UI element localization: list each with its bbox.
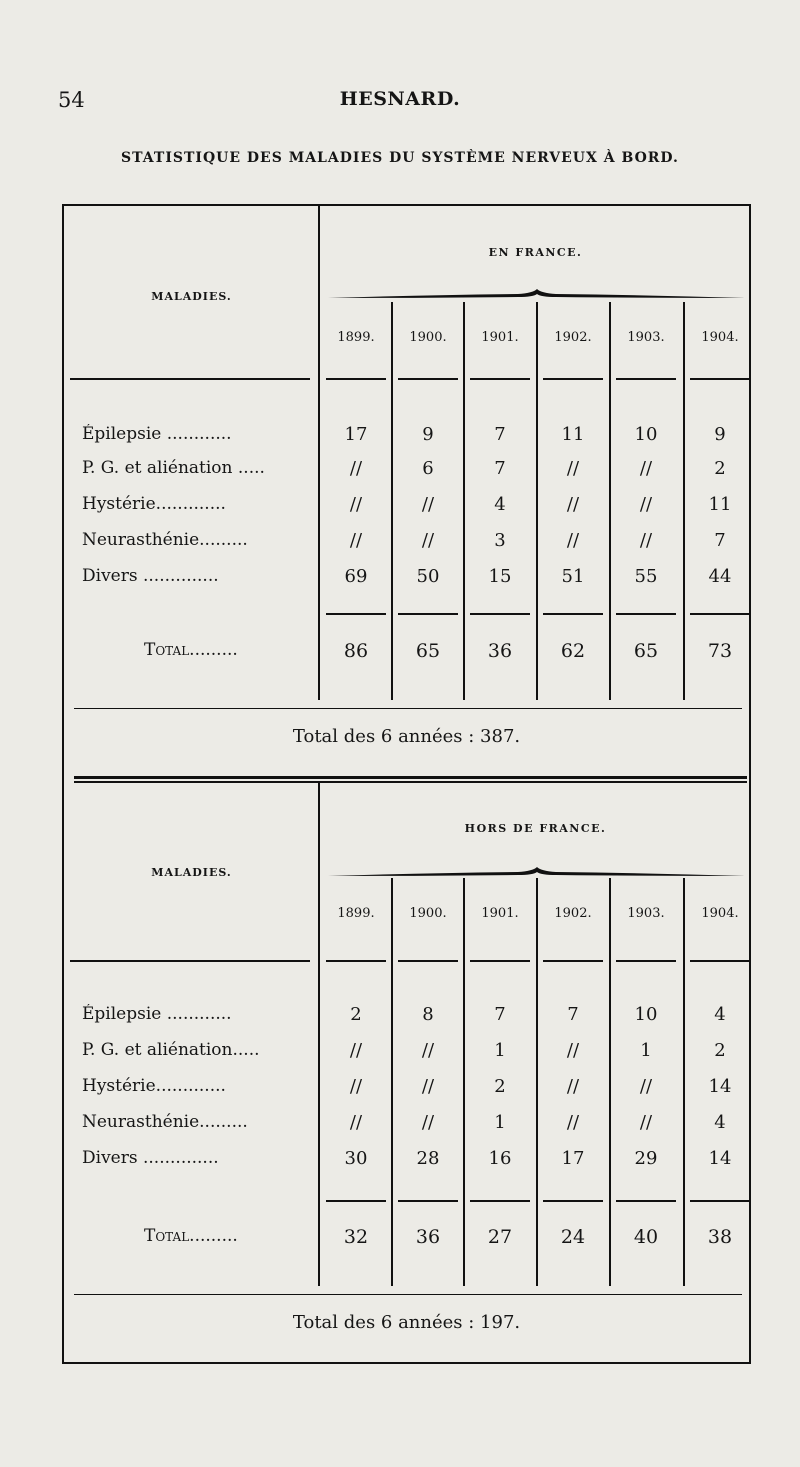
sum-rule bbox=[690, 613, 750, 615]
table-cell: 17 bbox=[561, 1148, 585, 1169]
sum-rule bbox=[543, 613, 603, 615]
total-cell: 65 bbox=[415, 640, 441, 662]
header-rule bbox=[398, 378, 458, 380]
sum-rule bbox=[616, 1200, 676, 1202]
table-cell: 69 bbox=[344, 566, 368, 587]
table-cell: // bbox=[566, 1112, 580, 1133]
row-label: Épilepsie ............ bbox=[82, 424, 232, 444]
header-rule bbox=[326, 378, 386, 380]
sum-rule bbox=[398, 613, 458, 615]
total-cell: 65 bbox=[633, 640, 659, 662]
table-cell: 9 bbox=[422, 424, 434, 445]
column-divider bbox=[318, 782, 320, 1286]
table-cell: // bbox=[566, 494, 580, 515]
header-rule bbox=[470, 378, 530, 380]
table-cell: // bbox=[421, 494, 435, 515]
total-cell: 40 bbox=[633, 1226, 659, 1248]
table-cell: 29 bbox=[634, 1148, 658, 1169]
sum-rule bbox=[470, 613, 530, 615]
table-cell: 14 bbox=[708, 1148, 732, 1169]
table-cell: 7 bbox=[567, 1004, 579, 1025]
table-cell: 10 bbox=[634, 424, 658, 445]
total-cell: 86 bbox=[343, 640, 369, 662]
table-cell: // bbox=[639, 458, 653, 479]
table-cell: 4 bbox=[494, 494, 506, 515]
header-rule bbox=[398, 960, 458, 962]
sum-rule bbox=[326, 613, 386, 615]
row-label: P. G. et aliénation..... bbox=[82, 1040, 260, 1060]
total-label: Total......... bbox=[144, 1226, 238, 1246]
page-title: STATISTIQUE DES MALADIES DU SYSTÈME NERVEUX À BORD. bbox=[121, 150, 679, 166]
sum-rule bbox=[326, 1200, 386, 1202]
brace-ornament bbox=[328, 866, 746, 880]
table-cell: 8 bbox=[422, 1004, 434, 1025]
row-label: Hystérie............. bbox=[82, 494, 226, 514]
year-header: 1899. bbox=[337, 330, 375, 345]
page-number: 54 bbox=[58, 88, 85, 112]
table-cell: 15 bbox=[488, 566, 512, 587]
sum-rule bbox=[398, 1200, 458, 1202]
grand-total-rule bbox=[74, 708, 742, 709]
table-cell: 17 bbox=[344, 424, 368, 445]
total-cell: 38 bbox=[707, 1226, 733, 1248]
total-label: Total......... bbox=[144, 640, 238, 660]
table-hors-de-france bbox=[64, 782, 749, 1362]
sum-rule bbox=[543, 1200, 603, 1202]
maladies-header: MALADIES. bbox=[151, 290, 232, 303]
table-cell: // bbox=[566, 1076, 580, 1097]
table-cell: // bbox=[566, 458, 580, 479]
grand-total: Total des 6 années : 387. bbox=[292, 726, 521, 747]
table-en-france bbox=[64, 206, 749, 780]
year-header: 1904. bbox=[701, 330, 739, 345]
table-cell: // bbox=[639, 1076, 653, 1097]
table-cell: // bbox=[349, 530, 363, 551]
table-cell: 10 bbox=[634, 1004, 658, 1025]
sum-rule bbox=[616, 613, 676, 615]
year-header: 1903. bbox=[627, 906, 665, 921]
table-cell: 6 bbox=[422, 458, 434, 479]
header-rule bbox=[470, 960, 530, 962]
header-rule bbox=[616, 378, 676, 380]
table-cell: // bbox=[639, 530, 653, 551]
table-cell: 4 bbox=[714, 1004, 726, 1025]
total-cell: 73 bbox=[707, 640, 733, 662]
table-cell: // bbox=[421, 1040, 435, 1061]
maladies-header: MALADIES. bbox=[151, 866, 232, 879]
table-cell: 1 bbox=[640, 1040, 652, 1061]
year-header: 1900. bbox=[409, 906, 447, 921]
statistics-frame bbox=[62, 204, 751, 1364]
table-cell: // bbox=[639, 1112, 653, 1133]
header-rule bbox=[690, 960, 750, 962]
table-cell: 51 bbox=[561, 566, 585, 587]
table-cell: // bbox=[421, 1112, 435, 1133]
table-cell: 2 bbox=[714, 458, 726, 479]
table-cell: 2 bbox=[350, 1004, 362, 1025]
table-cell: 7 bbox=[494, 458, 506, 479]
header-rule bbox=[543, 378, 603, 380]
table-cell: 1 bbox=[494, 1040, 506, 1061]
table-cell: // bbox=[566, 1040, 580, 1061]
table-cell: // bbox=[421, 530, 435, 551]
table-cell: // bbox=[349, 1112, 363, 1133]
row-label: Hystérie............. bbox=[82, 1076, 226, 1096]
year-header: 1903. bbox=[627, 330, 665, 345]
total-cell: 36 bbox=[487, 640, 513, 662]
region-header: EN FRANCE. bbox=[488, 246, 583, 259]
table-cell: 11 bbox=[708, 494, 732, 515]
sum-rule bbox=[690, 1200, 750, 1202]
row-label: Divers .............. bbox=[82, 566, 219, 586]
row-label: Neurasthénie......... bbox=[82, 1112, 248, 1132]
table-cell: // bbox=[349, 494, 363, 515]
row-label: Divers .............. bbox=[82, 1148, 219, 1168]
total-cell: 62 bbox=[560, 640, 586, 662]
table-cell: 14 bbox=[708, 1076, 732, 1097]
total-cell: 36 bbox=[415, 1226, 441, 1248]
header-rule bbox=[616, 960, 676, 962]
header-rule bbox=[543, 960, 603, 962]
table-cell: 9 bbox=[714, 424, 726, 445]
grand-total: Total des 6 années : 197. bbox=[292, 1312, 521, 1333]
year-header: 1902. bbox=[554, 330, 592, 345]
row-label: P. G. et aliénation ..... bbox=[82, 458, 265, 478]
total-cell: 27 bbox=[487, 1226, 513, 1248]
table-cell: 3 bbox=[494, 530, 506, 551]
table-cell: // bbox=[566, 530, 580, 551]
table-cell: 4 bbox=[714, 1112, 726, 1133]
year-header: 1901. bbox=[481, 330, 519, 345]
header-rule bbox=[690, 378, 750, 380]
year-header: 1899. bbox=[337, 906, 375, 921]
table-cell: // bbox=[349, 1076, 363, 1097]
table-cell: // bbox=[349, 1040, 363, 1061]
header-rule bbox=[70, 960, 310, 962]
brace-ornament bbox=[328, 288, 746, 302]
table-cell: 7 bbox=[494, 1004, 506, 1025]
header-rule bbox=[70, 378, 310, 380]
table-cell: 28 bbox=[416, 1148, 440, 1169]
row-label: Épilepsie ............ bbox=[82, 1004, 232, 1024]
table-cell: 2 bbox=[714, 1040, 726, 1061]
table-cell: 2 bbox=[494, 1076, 506, 1097]
table-cell: 7 bbox=[714, 530, 726, 551]
year-header: 1901. bbox=[481, 906, 519, 921]
table-cell: 16 bbox=[488, 1148, 512, 1169]
table-cell: 50 bbox=[416, 566, 440, 587]
table-cell: 44 bbox=[708, 566, 732, 587]
table-cell: // bbox=[421, 1076, 435, 1097]
table-cell: 7 bbox=[494, 424, 506, 445]
year-header: 1902. bbox=[554, 906, 592, 921]
table-cell: // bbox=[639, 494, 653, 515]
region-header: HORS DE FRANCE. bbox=[464, 822, 607, 835]
total-cell: 32 bbox=[343, 1226, 369, 1248]
column-divider bbox=[318, 206, 320, 700]
year-header: 1904. bbox=[701, 906, 739, 921]
row-label: Neurasthénie......... bbox=[82, 530, 248, 550]
header-rule bbox=[326, 960, 386, 962]
running-head: HESNARD. bbox=[339, 88, 461, 110]
table-cell: // bbox=[349, 458, 363, 479]
year-header: 1900. bbox=[409, 330, 447, 345]
table-cell: 55 bbox=[634, 566, 658, 587]
table-cell: 1 bbox=[494, 1112, 506, 1133]
sum-rule bbox=[470, 1200, 530, 1202]
total-cell: 24 bbox=[560, 1226, 586, 1248]
table-cell: 30 bbox=[344, 1148, 368, 1169]
grand-total-rule bbox=[74, 1294, 742, 1295]
table-cell: 11 bbox=[561, 424, 585, 445]
